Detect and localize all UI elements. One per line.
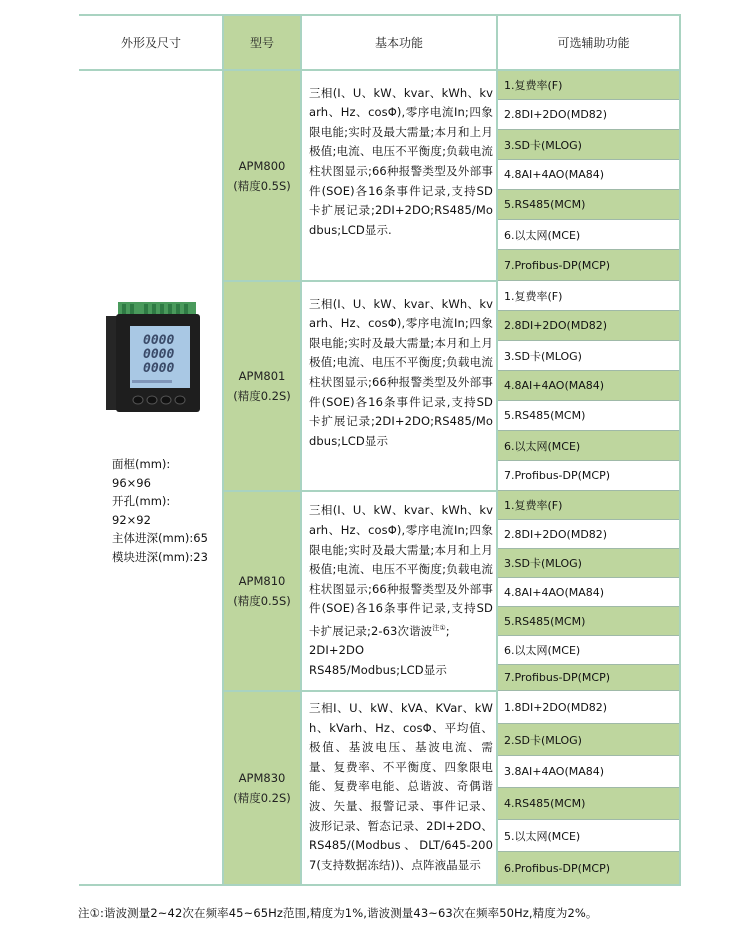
option-item: 4.8AI+4AO(MA84) bbox=[497, 160, 680, 190]
option-item: 4.RS485(MCM) bbox=[497, 788, 680, 820]
option-item: 6.Profibus-DP(MCP) bbox=[497, 852, 680, 885]
header-basic-functions: 基本功能 bbox=[374, 36, 423, 50]
functions-apm830 bbox=[301, 693, 497, 873]
option-item: 7.Profibus-DP(MCP) bbox=[497, 250, 680, 281]
model-accuracy: (精度0.2S) bbox=[233, 389, 291, 403]
option-item: 6.以太网(MCE) bbox=[497, 431, 680, 461]
svg-text:0000: 0000 bbox=[143, 347, 175, 362]
model-name: APM830 bbox=[238, 771, 286, 785]
functions-apm800 bbox=[301, 72, 497, 252]
option-item: 5.以太网(MCE) bbox=[497, 820, 680, 852]
option-item: 2.SD卡(MLOG) bbox=[497, 724, 680, 756]
option-item: 2.8DI+2DO(MD82) bbox=[497, 311, 680, 341]
option-item: 2.8DI+2DO(MD82) bbox=[497, 100, 680, 130]
option-item: 7.Profibus-DP(MCP) bbox=[497, 665, 680, 691]
module-depth: 模块进深(mm):23 bbox=[112, 549, 208, 564]
header-optional-functions: 可选辅助功能 bbox=[557, 36, 630, 50]
bezel-value: 96×96 bbox=[112, 475, 151, 490]
option-item: 4.8AI+4AO(MA84) bbox=[497, 371, 680, 401]
functions-text: 三相(I、U、kW、kvar、kWh、kvarh、Hz、cosΦ),零序电流In;四象限电能;实时及最大需量;本月和上月极值;电流、电压不平衡度;负载电流柱状图显示;66种报警类型及外部事件(SOE)各16条事件记录,支持SD卡扩展记录;2-63次谐波$^{注①}$; 2DI+2DO RS485/Modbus;LCD显示 bbox=[309, 503, 493, 677]
body-depth: 主体进深(mm):65 bbox=[112, 531, 208, 546]
option-item: 3.SD卡(MLOG) bbox=[497, 549, 680, 578]
model-accuracy: (精度0.2S) bbox=[233, 791, 291, 805]
model-name: APM800 bbox=[238, 158, 286, 173]
option-item: 1.8DI+2DO(MD82) bbox=[497, 691, 680, 724]
option-item: 1.复费率(F) bbox=[497, 70, 680, 100]
border-row bbox=[223, 690, 497, 692]
model-name: APM801 bbox=[238, 369, 286, 383]
bezel-label: 面框(mm): bbox=[112, 457, 171, 471]
option-item: 5.RS485(MCM) bbox=[497, 607, 680, 636]
option-item: 5.RS485(MCM) bbox=[497, 190, 680, 220]
option-item: 6.以太网(MCE) bbox=[497, 220, 680, 250]
model-apm830 bbox=[223, 691, 301, 885]
border-top bbox=[79, 14, 681, 16]
option-item: 1.复费率(F) bbox=[497, 281, 680, 311]
option-item: 3.8AI+4AO(MA84) bbox=[497, 756, 680, 788]
functions-apm801 bbox=[301, 283, 497, 463]
border-bottom bbox=[79, 884, 681, 886]
option-item: 1.复费率(F) bbox=[497, 491, 680, 520]
svg-text:0000: 0000 bbox=[143, 333, 175, 348]
model-apm800 bbox=[223, 70, 301, 281]
border-col bbox=[496, 15, 498, 885]
option-item: 6.以太网(MCE) bbox=[497, 636, 680, 665]
functions-apm810 bbox=[301, 493, 497, 689]
option-item: 2.8DI+2DO(MD82) bbox=[497, 520, 680, 549]
option-item: 7.Profibus-DP(MCP) bbox=[497, 461, 680, 491]
model-apm810 bbox=[223, 491, 301, 691]
border-right bbox=[679, 15, 681, 885]
footnote: 注①:谐波测量2~42次在频率45~65Hz范围,精度为1%,谐波测量43~63次在频率50Hz,精度为2%。 bbox=[78, 906, 598, 920]
border-col bbox=[300, 15, 302, 885]
option-item: 5.RS485(MCM) bbox=[497, 401, 680, 431]
model-accuracy: (精度0.5S) bbox=[233, 594, 291, 608]
functions-text: 三相I、U、kW、kVA、KVar、kWh、kVarh、Hz、cosΦ、平均值、极值、基波电压、基波电流、需量、复费率、不平衡度、四象限电能、复费率电能、总谐波、奇偶谐波、矢量、报警记录、事件记录、波形记录、暂态记录、2DI+2DO、RS485/(Modbus、DLT/645-2007(支持数据冻结))、点阵液晶显示 bbox=[309, 701, 493, 872]
footnote-ref: 注① bbox=[432, 623, 446, 632]
header-dimensions: 外形及尺寸 bbox=[120, 36, 181, 50]
model-apm801 bbox=[223, 281, 301, 491]
svg-text:0000: 0000 bbox=[143, 361, 175, 376]
option-item: 4.8AI+4AO(MA84) bbox=[497, 578, 680, 607]
option-item: 3.SD卡(MLOG) bbox=[497, 130, 680, 160]
device-photo bbox=[100, 300, 210, 418]
power-meter-image-icon bbox=[100, 300, 210, 418]
option-item: 3.SD卡(MLOG) bbox=[497, 341, 680, 371]
model-name: APM810 bbox=[238, 574, 286, 588]
border-row bbox=[223, 490, 497, 492]
cutout-value: 92×92 bbox=[112, 512, 151, 527]
border-row bbox=[223, 280, 497, 282]
dimensions-text bbox=[112, 455, 208, 567]
model-accuracy: (精度0.5S) bbox=[233, 178, 291, 193]
functions-text: 三相(I、U、kW、kvar、kWh、kvarh、Hz、cosΦ),零序电流In;四象限电能;实时及最大需量;本月和上月极值;电流、电压不平衡度;负载电流柱状图显示;66种报警类型及外部事件(SOE)各16条事件记录,支持SD卡扩展记录;2DI+2DO;RS485/Modbus;LCD显示 bbox=[309, 296, 493, 448]
border-header-bottom bbox=[79, 69, 681, 71]
header-model: 型号 bbox=[249, 36, 274, 50]
cutout-label: 开孔(mm): bbox=[112, 494, 171, 509]
border-col bbox=[222, 15, 224, 885]
functions-text: 三相(I、U、kW、kvar、kWh、kvarh、Hz、cosΦ),零序电流In;四象限电能;实时及最大需量;本月和上月极值;电流、电压不平衡度;负载电流柱状图显示;66种报警类型及外部事件(SOE)各16条事件记录,支持SD卡扩展记录;2DI+2DO;RS485/Modbus;LCD显示. bbox=[309, 85, 493, 237]
